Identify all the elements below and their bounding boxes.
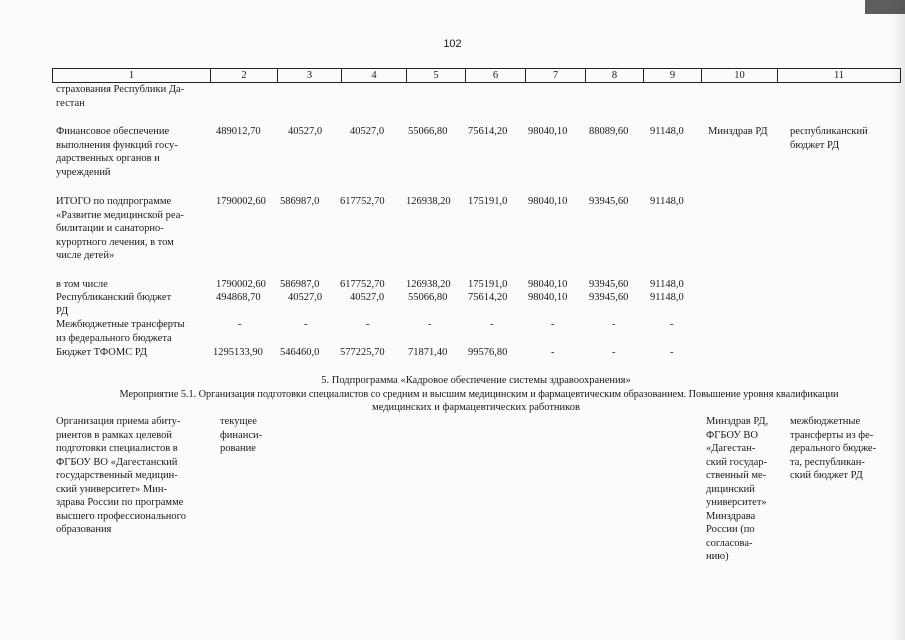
row-total-value-7: 98040,10 bbox=[528, 196, 568, 207]
row-tfoms-value-8: - bbox=[612, 347, 616, 358]
row-financial-value-9: 91148,0 bbox=[650, 126, 684, 137]
row-tfoms-value-7: - bbox=[551, 347, 555, 358]
row-tfoms-value-4: 577225,70 bbox=[340, 347, 385, 358]
row-republic-value-5: 55066,80 bbox=[408, 292, 448, 303]
row-total-value-5: 126938,20 bbox=[406, 196, 451, 207]
row-admission-source: межбюджетные трансферты из фе- дерального бюдже- та, республикан- ский бюджет РД bbox=[790, 416, 877, 481]
row-including-value-4: 617752,70 bbox=[340, 279, 385, 290]
row-republic-value-7: 98040,10 bbox=[528, 292, 568, 303]
row-tfoms-name: Бюджет ТФОМС РД bbox=[56, 347, 148, 358]
col-header-1: 1 bbox=[53, 69, 211, 83]
row-financial-source: республиканский бюджет РД bbox=[790, 126, 868, 151]
row-financial-value-6: 75614,20 bbox=[468, 126, 508, 137]
row-total-value-6: 175191,0 bbox=[468, 196, 508, 207]
row-transfers-value-3: - bbox=[304, 319, 308, 330]
row-republic-value-2: 494868,70 bbox=[216, 292, 261, 303]
col-header-5: 5 bbox=[407, 69, 466, 83]
row-financial-value-5: 55066,80 bbox=[408, 126, 448, 137]
scan-edge-shadow bbox=[891, 0, 905, 640]
row-including-value-3: 586987,0 bbox=[280, 279, 320, 290]
col-header-2: 2 bbox=[211, 69, 278, 83]
row-including-value-2: 1790002,60 bbox=[216, 279, 266, 290]
row-tfoms-value-3: 546460,0 bbox=[280, 347, 320, 358]
row-transfers-value-4: - bbox=[366, 319, 370, 330]
row-financial-name: Финансовое обеспечение выполнения функций госу- дарственных органов и учреждений bbox=[56, 126, 178, 178]
row-republic-value-3: 40527,0 bbox=[288, 292, 323, 303]
row-transfers-value-8: - bbox=[612, 319, 616, 330]
row-including-name: в том числе bbox=[56, 279, 108, 290]
col-header-8: 8 bbox=[586, 69, 644, 83]
row-tfoms-value-6: 99576,80 bbox=[468, 347, 508, 358]
col-header-9: 9 bbox=[644, 69, 702, 83]
row-including-value-5: 126938,20 bbox=[406, 279, 451, 290]
row-transfers-value-2: - bbox=[238, 319, 242, 330]
col-header-11: 11 bbox=[778, 69, 901, 83]
row-total-value-4: 617752,70 bbox=[340, 196, 385, 207]
row-including-value-7: 98040,10 bbox=[528, 279, 568, 290]
row-republic-value-8: 93945,60 bbox=[589, 292, 629, 303]
measure-title-line-2: медицинских и фармацевтических работников bbox=[372, 402, 580, 413]
col-header-3: 3 bbox=[278, 69, 342, 83]
row-financial-value-3: 40527,0 bbox=[288, 126, 323, 137]
row-total-name: ИТОГО по подпрограмме «Развитие медицинской реа- билитации и санаторно- курортного лечения, в том числе детей» bbox=[56, 196, 184, 261]
scan-corner-mark bbox=[865, 0, 905, 14]
row-transfers-name: Межбюджетные трансферты из федерального бюджета bbox=[56, 319, 185, 344]
measure-title-line-1: Мероприятие 5.1. Организация подготовки специалистов со средним и высшим медицинским и фармацевтическим образованием. Повышение уровня квалификации bbox=[119, 389, 839, 400]
col-header-7: 7 bbox=[526, 69, 586, 83]
row-financial-value-2: 489012,70 bbox=[216, 126, 261, 137]
row-republic-name: Республиканский бюджет РД bbox=[56, 292, 172, 317]
row-total-value-8: 93945,60 bbox=[589, 196, 629, 207]
row-financial-executor: Минздрав РД bbox=[708, 126, 768, 137]
row-republic-value-4: 40527,0 bbox=[350, 292, 385, 303]
row-republic-value-9: 91148,0 bbox=[650, 292, 684, 303]
col-header-4: 4 bbox=[342, 69, 407, 83]
row-transfers-value-6: - bbox=[490, 319, 494, 330]
row-including-value-9: 91148,0 bbox=[650, 279, 684, 290]
row-transfers-value-9: - bbox=[670, 319, 674, 330]
row-transfers-value-7: - bbox=[551, 319, 555, 330]
row-including-value-6: 175191,0 bbox=[468, 279, 508, 290]
row-tfoms-value-9: - bbox=[670, 347, 674, 358]
row-tfoms-value-2: 1295133,90 bbox=[213, 347, 263, 358]
row-financial-value-4: 40527,0 bbox=[350, 126, 385, 137]
column-number-header bbox=[52, 68, 901, 83]
row-total-value-3: 586987,0 bbox=[280, 196, 320, 207]
row-total-value-2: 1790002,60 bbox=[216, 196, 266, 207]
row-continuation-name: страхования Республики Да- гестан bbox=[56, 84, 185, 109]
row-tfoms-value-5: 71871,40 bbox=[408, 347, 448, 358]
col-header-10: 10 bbox=[702, 69, 778, 83]
row-total-value-9: 91148,0 bbox=[650, 196, 684, 207]
page-number: 102 bbox=[443, 38, 462, 50]
row-republic-value-6: 75614,20 bbox=[468, 292, 508, 303]
row-admission-name: Организация приема абиту- риентов в рамках целевой подготовки специалистов в ФГБОУ ВО «Дагестанский государственный медицин- ский университет» Мин- здрава России по программе высшего профессионального образования bbox=[56, 416, 186, 535]
row-financial-value-7: 98040,10 bbox=[528, 126, 568, 137]
row-transfers-value-5: - bbox=[428, 319, 432, 330]
row-admission-executor: Минздрав РД, ФГБОУ ВО «Дагестан- ский государ- ственный ме- дицинский университет» Минздрава России (по согласова- нию) bbox=[706, 416, 769, 562]
row-financial-value-8: 88089,60 bbox=[589, 126, 629, 137]
col-header-6: 6 bbox=[466, 69, 526, 83]
row-including-value-8: 93945,60 bbox=[589, 279, 629, 290]
row-admission-funding-type: текущее финанси- рование bbox=[220, 416, 263, 454]
subprogram-title: 5. Подпрограмма «Кадровое обеспечение системы здравоохранения» bbox=[321, 375, 631, 386]
